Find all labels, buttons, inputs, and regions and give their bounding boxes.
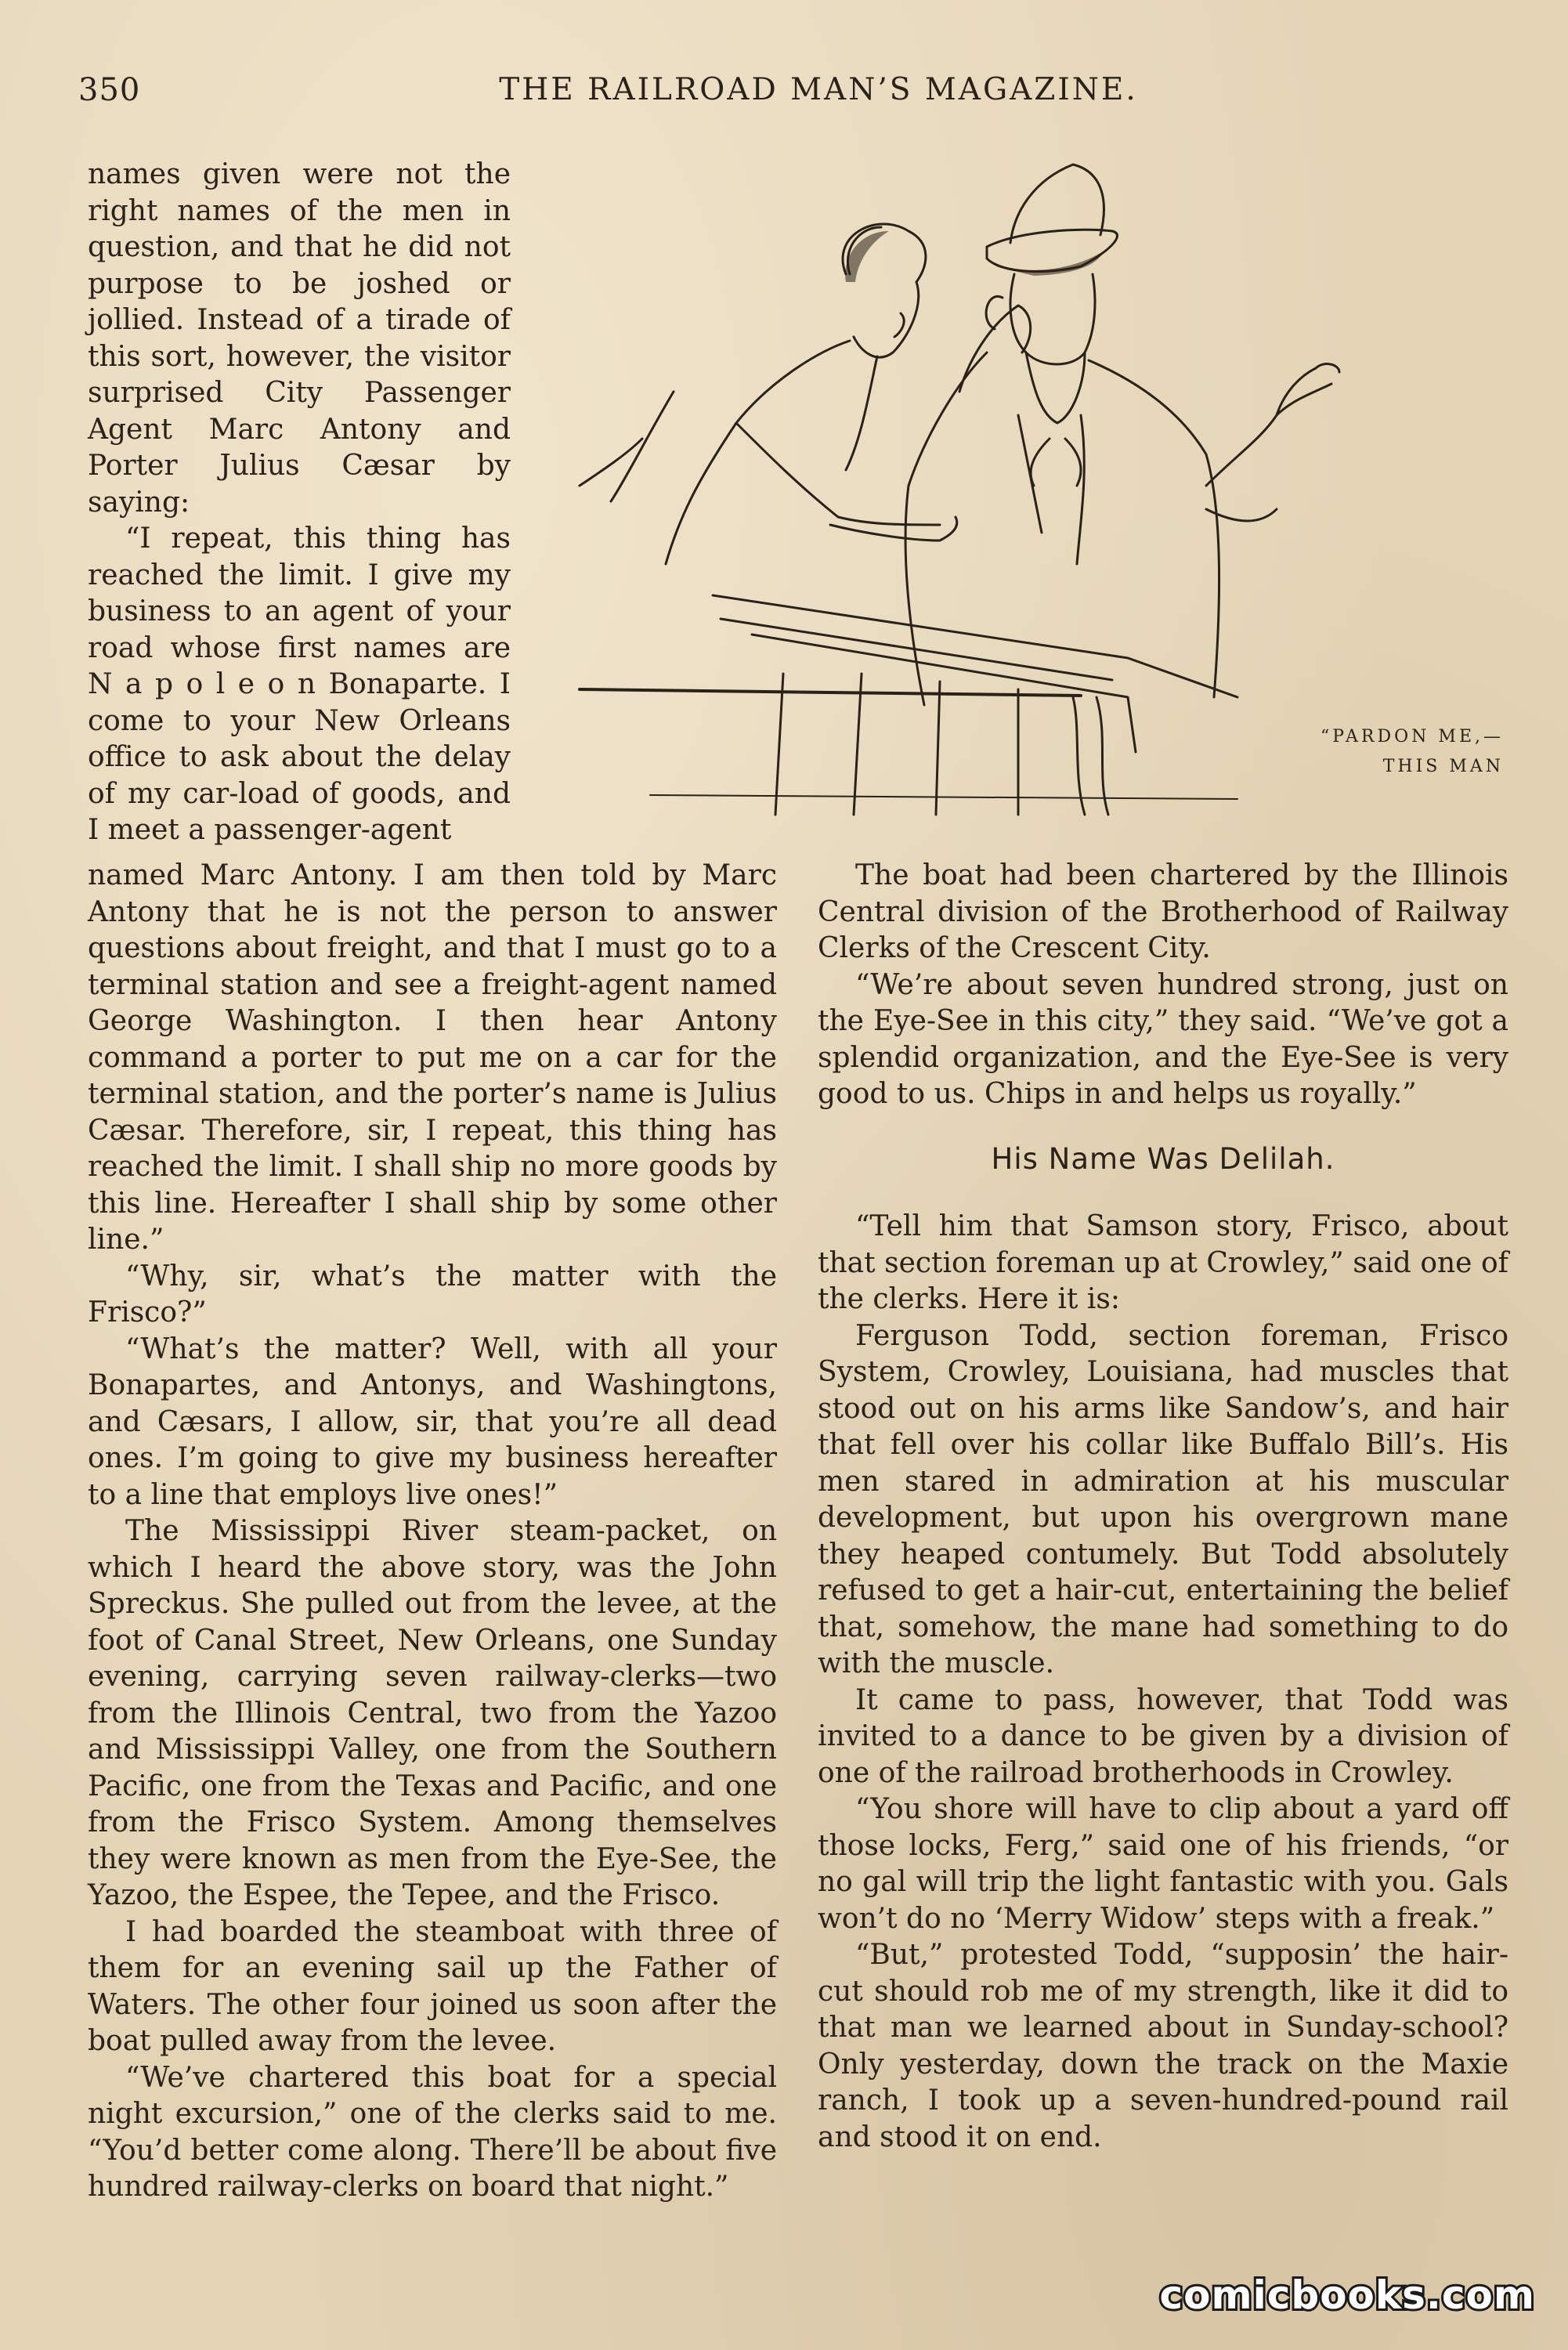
paragraph: “Why, sir, what’s the matter with the Frisco?” bbox=[88, 1260, 777, 1329]
running-title: THE RAILROAD MAN’S MAGAZINE. bbox=[499, 72, 1138, 107]
paragraph: I had boarded the steamboat with three of them for an evening sail up the Father of Waters. The other four joined us soon after the boat pulled away from the levee. bbox=[88, 1915, 777, 2057]
paragraph: “Tell him that Samson story, Frisco, about that section foreman up at Crowley,” said one of the clerks. Here it is: bbox=[818, 1210, 1508, 1315]
paragraph: “You shore will have to clip about a yard off those locks, Ferg,” said one of his friends, “or no gal will trip the light fantastic with you. Gals won’t do no ‘Merry Widow’ steps with a freak.” bbox=[818, 1793, 1508, 1935]
section-heading: His Name Was Delilah. bbox=[991, 1141, 1335, 1176]
paragraph: names given were not the right names of the men in question, and that he did not purpose to be joshed or jollied. Instead of a tirade of this sort, however, the visitor surprised City Passenger Agent Marc Antony and Porter Julius Cæsar by saying: bbox=[88, 158, 511, 519]
paragraph: “We’ve chartered this boat for a special night excursion,” one of the clerks said to me. “You’d better come along. There’ll be about five hundred railway-clerks on board that night.” bbox=[88, 2061, 777, 2203]
paragraph: “What’s the matter? Well, with all your Bonapartes, and Antonys, and Washingtons, and Cæsars, I allow, sir, that you’re all dead ones. I’m going to give my business hereafter to a line that employs live ones!” bbox=[88, 1332, 777, 1511]
left-text-column bbox=[88, 858, 777, 2206]
page-number: 350 bbox=[78, 72, 141, 108]
paragraph: It came to pass, however, that Todd was invited to a dance to be given by a division of one of the railroad brotherhoods in Crowley. bbox=[818, 1683, 1508, 1789]
paragraph: “We’re about seven hundred strong, just on the Eye-See in this city,” they said. “We’ve got a splendid organization, and the Eye-See is very good to us. Chips in and helps us royally.” bbox=[818, 968, 1508, 1110]
illustration-caption bbox=[1245, 722, 1504, 782]
paragraph: Ferguson Todd, section foreman, Frisco System, Crowley, Louisiana, had muscles that stood out on his arms like Sandow’s, and hair that fell over his collar like Buffalo Bill’s. His men stared in admiration at his muscular development, but upon his overgrown mane they heaped contumely. But Todd absolutely refused to get a hair-cut, entertaining the belief that, somehow, the mane had something to do with the muscle. bbox=[818, 1319, 1508, 1679]
paragraph: The Mississippi River steam-packet, on which I heard the above story, was the John Spreckus. She pulled out from the levee, at the foot of Canal Street, New Orleans, one Sunday evening, carrying seven railway-clerks—two from the Illinois Central, two from the Yazoo and Mississippi Valley, one from the Southern Pacific, one from the Texas and Pacific, and one from the Frisco System. Among themselves they were known as men from the Eye-See, the Yazoo, the Espee, the Tepee, and the Frisco. bbox=[88, 1515, 777, 1911]
caption-line: THIS MAN bbox=[1382, 757, 1504, 776]
paragraph: “But,” protested Todd, “supposin’ the hair-cut should rob me of my strength, like it did to that man we learned about in Sunday-school? Only yesterday, down the track on the Maxie ranch, I took up a seven-hundred-pound rail and stood it on end. bbox=[818, 1939, 1508, 2153]
narrow-text-column bbox=[88, 157, 511, 849]
caption-line: “PARDON ME,— bbox=[1321, 727, 1504, 747]
paragraph: The boat had been chartered by the Illinois Central division of the Brotherhood of Railway Clerks of the Crescent City. bbox=[818, 859, 1508, 964]
right-text-column bbox=[818, 858, 1508, 2156]
paragraph: “I repeat, this thing has reached the limit. I give my business to an agent of your road whose first names are N a p o l e o n Bonaparte. I come to your New Orleans office to ask about the delay of my car-load of goods, and I meet a passenger-agent bbox=[88, 522, 511, 846]
watermark-text: comicbooks.com bbox=[1159, 2272, 1535, 2318]
paragraph: named Marc Antony. I am then told by Marc Antony that he is not the person to answer questions about freight, and that I must go to a terminal station and see a freight-agent named George Washington. I then hear Antony command a porter to put me on a car for the terminal station, and the porter’s name is Julius Cæsar. Therefore, sir, I repeat, this thing has reached the limit. I shall ship no more goods by this line. Hereafter I shall ship by some other line.” bbox=[88, 859, 777, 1256]
page-header bbox=[78, 72, 1512, 119]
comicbooks-watermark bbox=[1151, 2268, 1543, 2323]
